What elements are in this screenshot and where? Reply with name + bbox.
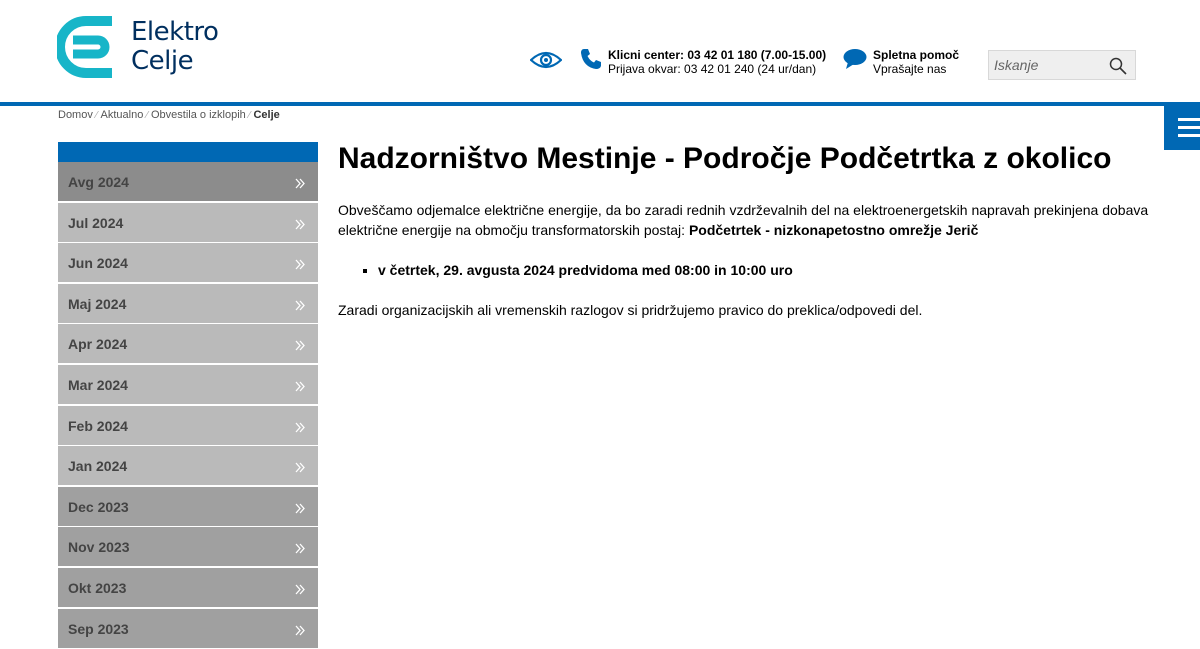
online-help-title: Spletna pomoč [873, 48, 960, 62]
sidebar-item-mar-2024[interactable] [58, 365, 318, 404]
site-header [0, 0, 1200, 102]
sidebar-item-label: Mar 2024 [68, 376, 128, 393]
double-chevron-right-icon [295, 379, 305, 395]
hamburger-menu-icon[interactable] [1164, 106, 1200, 150]
article-intro-bold: Podčetrtek - nizkonapetostno omrežje Jerič [688, 222, 979, 238]
breadcrumb-separator-icon: ⁄ [248, 110, 251, 121]
sidebar-item-label: Maj 2024 [68, 295, 127, 312]
sidebar-item-avg-2024[interactable] [58, 162, 318, 201]
article-outro: Zaradi organizacijskih ali vremenskih razlogov si pridržujemo pravico do preklica/odpovedi del. [338, 302, 923, 318]
logo-link[interactable] [57, 16, 218, 78]
article-intro [338, 200, 1158, 240]
sidebar-item-label: Dec 2023 [68, 498, 129, 515]
header-divider [0, 102, 1200, 106]
contact-center-title: Klicni center: 03 42 01 180 (7.00-15.00) [608, 48, 827, 62]
double-chevron-right-icon [295, 582, 305, 598]
double-chevron-right-icon [295, 623, 305, 639]
breadcrumb-news[interactable]: Aktualno [100, 109, 144, 121]
sidebar-item-label: Apr 2024 [68, 336, 128, 353]
sidebar-item-maj-2024[interactable] [58, 284, 318, 323]
online-help-subtitle: Vprašajte nas [873, 62, 947, 76]
double-chevron-right-icon [295, 298, 305, 314]
schedule-item: ▪ v četrtek, 29. avgusta 2024 predvidoma med 08:00 in 10:00 uro [378, 260, 1158, 280]
search-icon[interactable] [1109, 57, 1127, 80]
double-chevron-right-icon [295, 338, 305, 354]
sidebar-item-jul-2024[interactable] [58, 203, 318, 242]
schedule-list [338, 260, 1158, 280]
sidebar-item-label: Feb 2024 [68, 417, 128, 434]
online-help[interactable] [843, 48, 959, 76]
contact-center-subtitle: Prijava okvar: 03 42 01 240 (24 ur/dan) [608, 62, 817, 76]
breadcrumb-home[interactable]: Domov [58, 109, 93, 121]
page-title: Nadzorništvo Mestinje - Področje Podčetrtka z okolico [338, 142, 1112, 175]
sidebar-item-label: Nov 2023 [68, 539, 130, 556]
sidebar-item-label: Okt 2023 [68, 579, 127, 596]
sidebar-item-sep-2023[interactable] [58, 609, 318, 648]
sidebar-item-dec-2023[interactable] [58, 487, 318, 526]
phone-icon [580, 48, 602, 76]
sidebar-item-apr-2024[interactable] [58, 324, 318, 363]
double-chevron-right-icon [295, 176, 305, 192]
sidebar-item-label: Jun 2024 [68, 255, 128, 272]
logo-text [131, 18, 218, 76]
contact-center[interactable] [580, 48, 826, 76]
breadcrumb-current: Celje [253, 109, 280, 121]
sidebar-month-list [58, 142, 318, 649]
sidebar-item-jun-2024[interactable] [58, 243, 318, 282]
breadcrumb [58, 109, 280, 121]
chat-bubble-icon [843, 48, 867, 76]
double-chevron-right-icon [295, 217, 305, 233]
breadcrumb-outage-notices[interactable]: Obvestila o izklopih [151, 109, 246, 121]
article [338, 138, 1158, 320]
logo-line-1: Elektro [131, 17, 219, 47]
sidebar-item-label: Jul 2024 [68, 214, 124, 231]
sidebar-header-bar [58, 142, 318, 162]
sidebar-item-nov-2023[interactable] [58, 527, 318, 566]
logo-line-2: Celje [131, 46, 194, 76]
breadcrumb-separator-icon: ⁄ [95, 110, 98, 121]
elektro-celje-logo-icon [57, 16, 120, 78]
double-chevron-right-icon [295, 420, 305, 436]
sidebar-item-label: Sep 2023 [68, 620, 129, 637]
eye-icon[interactable] [530, 50, 562, 75]
double-chevron-right-icon [295, 501, 305, 517]
double-chevron-right-icon [295, 460, 305, 476]
double-chevron-right-icon [295, 257, 305, 273]
breadcrumb-separator-icon: ⁄ [146, 110, 148, 121]
article-intro-text: Obveščamo odjemalce električne energije, da bo zaradi rednih vzdrževalnih del na elektroenergetskih napravah prekinjena dobava električne energije na območju transformatorskih postaj: [338, 202, 1149, 238]
sidebar-item-okt-2023[interactable] [58, 568, 318, 607]
sidebar-item-jan-2024[interactable] [58, 446, 318, 485]
sidebar-item-label: Jan 2024 [68, 458, 128, 475]
sidebar-item-feb-2024[interactable] [58, 406, 318, 445]
sidebar-item-label: Avg 2024 [68, 174, 129, 190]
double-chevron-right-icon [295, 541, 305, 557]
search-box [988, 50, 1136, 80]
search-input[interactable] [994, 57, 1112, 73]
